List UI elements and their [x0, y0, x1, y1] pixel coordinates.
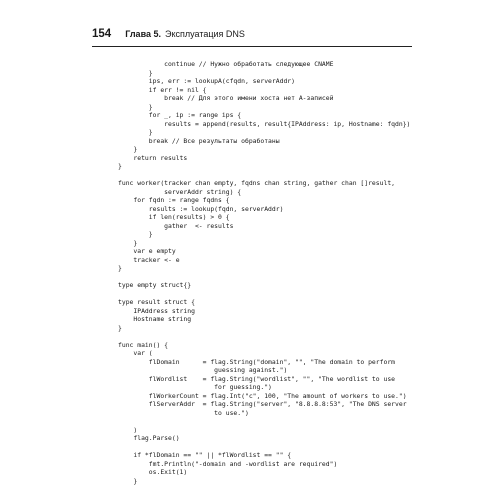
chapter-label: Глава 5. — [125, 29, 161, 39]
code-line: IPAddress string — [118, 306, 195, 315]
code-line — [118, 443, 410, 452]
page-header — [92, 28, 412, 44]
code-line: results = append(results, result{IPAddress: ip, Hostname: fqdn}) — [118, 119, 411, 128]
code-line: if *flDomain == "" || *flWordlist == "" { — [118, 451, 292, 459]
code-line: tracker <- e — [118, 255, 180, 264]
code-line: serverAddr string) { — [118, 187, 242, 196]
code-line: ips, err := lookupA(cfqdn, serverAddr) — [118, 77, 295, 85]
code-line: continue // Нужно обработать следующее CNAME — [118, 60, 334, 68]
code-line: if len(results) > 0 { — [118, 213, 230, 221]
code-line: var ( — [118, 349, 153, 357]
code-line: func main() { — [118, 340, 169, 349]
code-line: flWorkerCount = flag.Int("c", 100, "The amount of workers to use.") — [118, 391, 407, 400]
code-line: os.Exit(1) — [118, 468, 188, 476]
code-line: } — [118, 264, 122, 272]
chapter-title: Эксплуатация DNS — [165, 29, 245, 39]
code-line: } — [118, 230, 153, 238]
code-line: Hostname string — [118, 315, 192, 323]
code-line: } — [118, 145, 138, 153]
code-line — [118, 290, 410, 299]
header-divider — [92, 46, 412, 47]
code-line: } — [118, 128, 153, 136]
code-line: type result struct { — [118, 298, 195, 306]
code-line: var e empty — [118, 247, 176, 255]
code-line — [118, 273, 410, 282]
code-line: } — [118, 162, 122, 170]
code-line: } — [118, 102, 153, 111]
code-line: type empty struct{} — [118, 281, 192, 289]
code-line: for _, ip := range ips { — [118, 111, 242, 119]
code-line — [118, 332, 410, 341]
code-line: func worker(tracker chan empty, fqdns chan string, gather chan []result, — [118, 179, 396, 187]
code-line: flDomain = flag.String("domain", "", "The domain to perform — [118, 357, 396, 366]
page-number: 154 — [92, 28, 112, 40]
code-line — [118, 417, 410, 426]
code-line: ) — [118, 425, 138, 434]
code-line: flag.Parse() — [118, 434, 180, 442]
code-line: for fqdn := range fqdns { — [118, 196, 230, 204]
code-line: fmt.Println("-domain and -wordlist are required") — [118, 459, 338, 468]
code-line: return results — [118, 153, 188, 162]
code-line: guessing against.") — [118, 366, 288, 374]
code-line: } — [118, 476, 138, 485]
code-line: } — [118, 323, 122, 332]
code-line: results := lookup(fqdn, serverAddr) — [118, 204, 284, 213]
code-line: } — [118, 68, 153, 77]
code-listing — [118, 60, 410, 485]
code-line: break // Для этого имени хоста нет A-записей — [118, 94, 334, 102]
code-line: flWordlist = flag.String("wordlist", "", "The wordlist to use — [118, 374, 396, 383]
code-line — [118, 171, 410, 180]
code-line: to use.") — [118, 408, 249, 417]
code-line: for guessing.") — [118, 383, 272, 391]
code-line: } — [118, 238, 138, 247]
code-line: flServerAddr = flag.String("server", "8.8.8.8:53", "The DNS server — [118, 400, 407, 408]
code-line: if err != nil { — [118, 85, 207, 94]
code-line: gather <- results — [118, 221, 234, 230]
code-line: break // Все результаты обработаны — [118, 136, 280, 145]
